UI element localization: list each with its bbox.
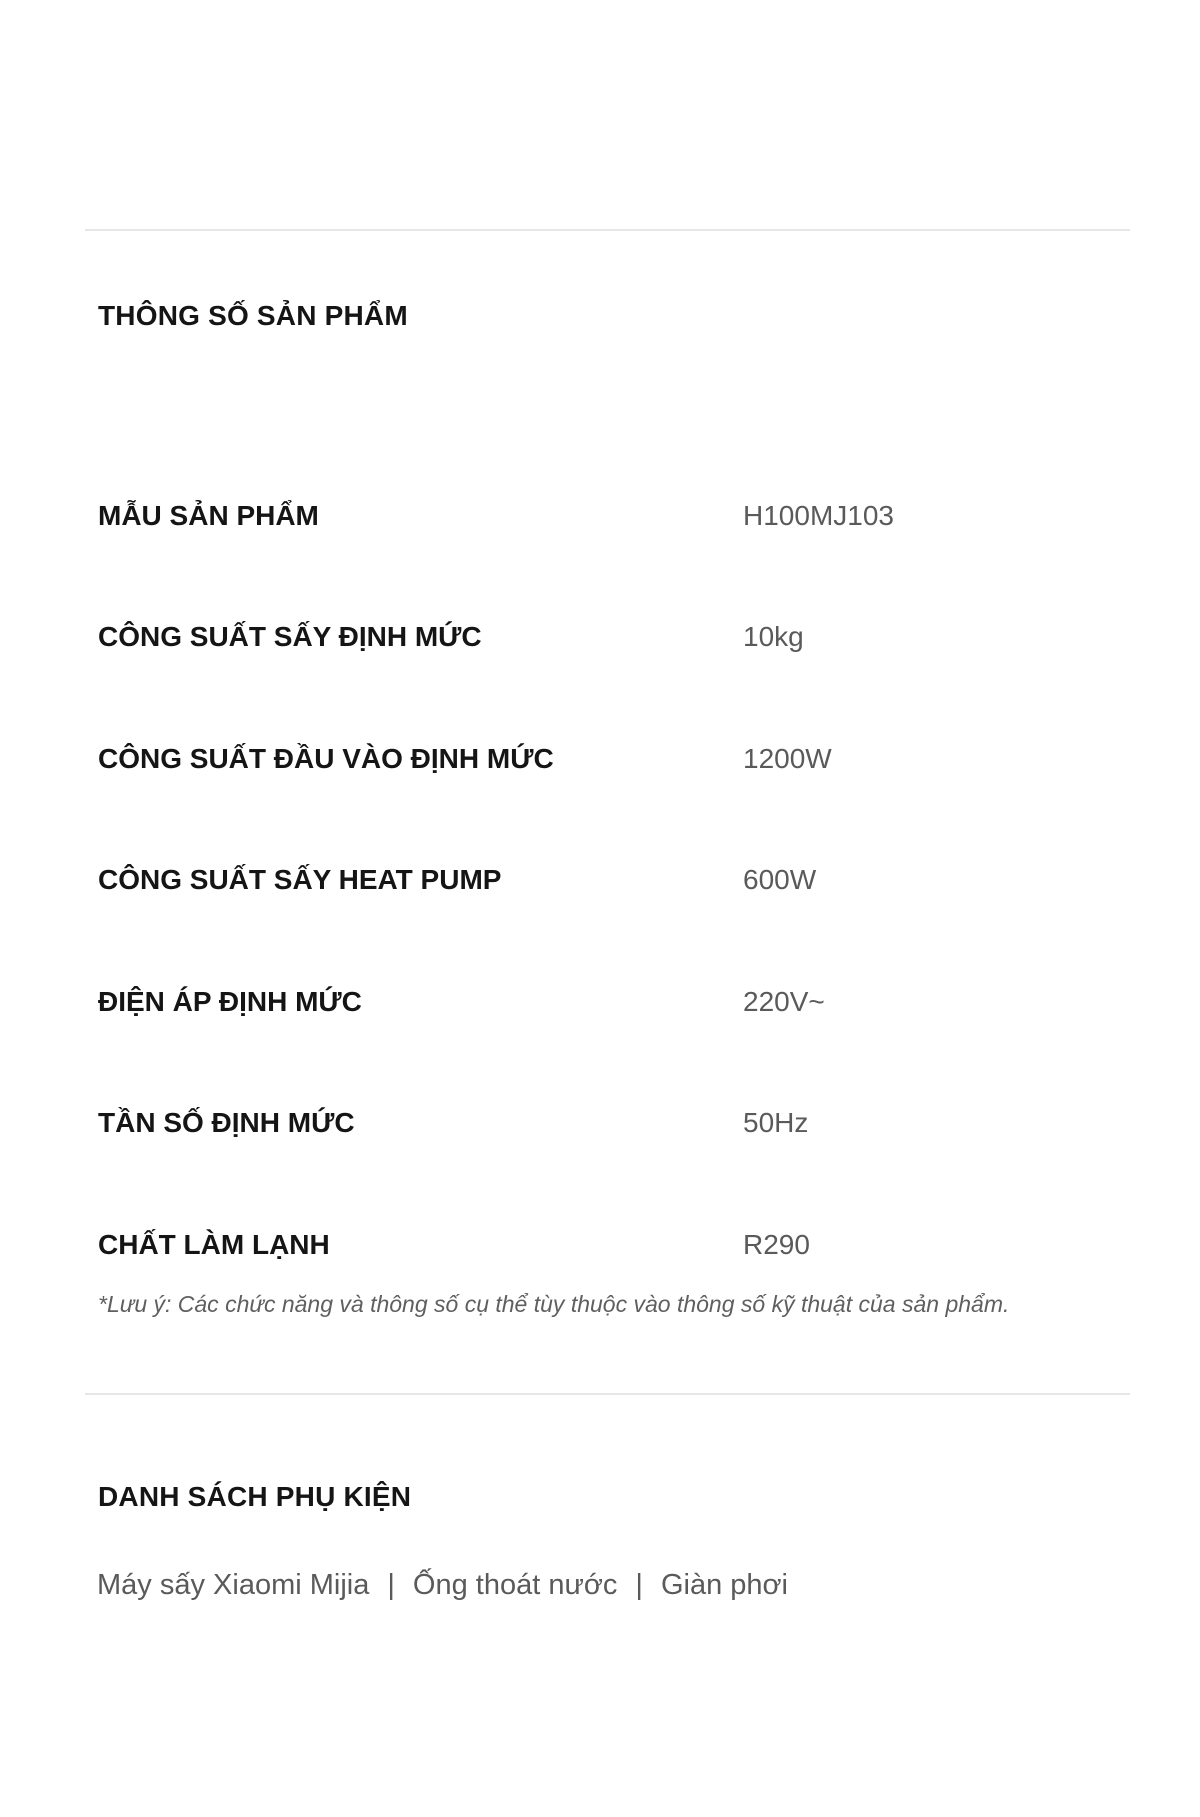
spec-value: 10kg [743, 621, 804, 653]
spec-label: TẦN SỐ ĐỊNH MỨC [98, 1107, 355, 1139]
spec-label: CÔNG SUẤT SẤY ĐỊNH MỨC [98, 621, 482, 653]
spec-label: CHẤT LÀM LẠNH [98, 1228, 330, 1260]
spec-row [98, 1063, 1138, 1185]
specs-note: *Lưu ý: Các chức năng và thông số cụ thể tùy thuộc vào thông số kỹ thuật của sản phẩm. [98, 1291, 1010, 1317]
top-divider [85, 229, 1130, 231]
accessory-item: Ống thoát nước [412, 1569, 618, 1601]
specs-section-title: THÔNG SỐ SẢN PHẨM [98, 300, 408, 331]
spec-value: R290 [743, 1228, 810, 1260]
accessory-list [97, 1569, 788, 1602]
spec-row [98, 1184, 1138, 1306]
spec-row [98, 698, 1138, 820]
spec-value: 50Hz [743, 1107, 809, 1139]
accessories-section-title: DANH SÁCH PHỤ KIỆN [98, 1481, 412, 1512]
spec-value: 1200W [743, 742, 832, 774]
spec-row [98, 820, 1138, 942]
accessory-item: Máy sấy Xiaomi Mijia [97, 1569, 370, 1601]
spec-row [98, 941, 1138, 1063]
spec-label: CÔNG SUẤT SẤY HEAT PUMP [98, 864, 502, 896]
spec-label: MẪU SẢN PHẨM [98, 499, 319, 531]
spec-value: 600W [743, 864, 817, 896]
spec-list [98, 455, 1138, 1306]
bottom-divider [85, 1393, 1130, 1395]
spec-value: 220V~ [743, 985, 825, 1017]
accessory-separator: | [387, 1569, 395, 1601]
spec-value: H100MJ103 [743, 499, 894, 531]
spec-row [98, 455, 1138, 577]
spec-label: ĐIỆN ÁP ĐỊNH MỨC [98, 985, 362, 1017]
accessory-separator: | [635, 1569, 643, 1601]
spec-row [98, 577, 1138, 699]
spec-label: CÔNG SUẤT ĐẦU VÀO ĐỊNH MỨC [98, 742, 554, 774]
accessory-item: Giàn phơi [660, 1569, 788, 1601]
